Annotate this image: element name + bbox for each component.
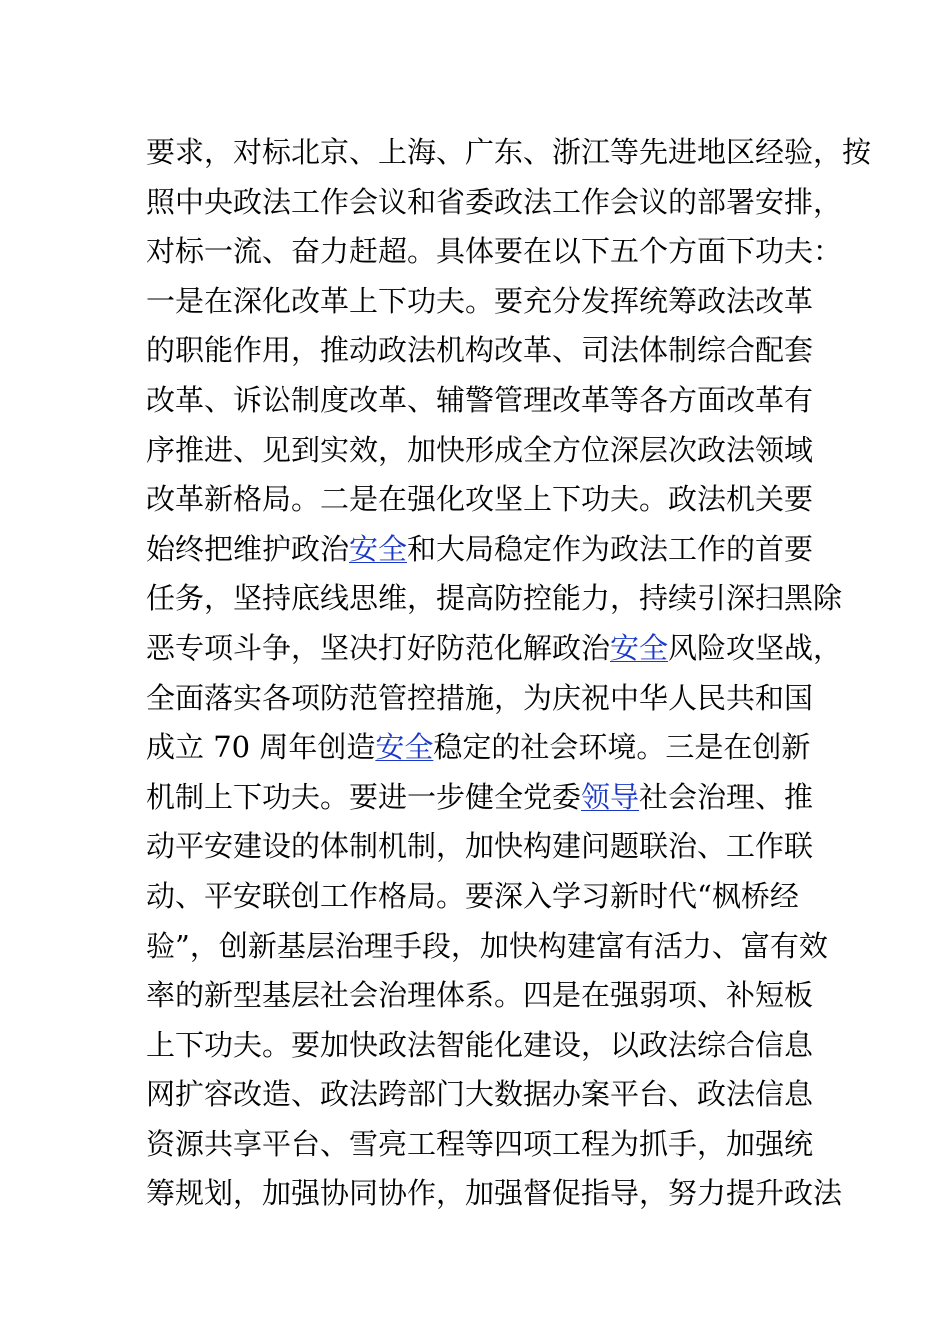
text-segment: 筹规划，加强协同协作，加强督促指导，努力提升政法 (146, 1176, 843, 1211)
inline-link[interactable]: 领导 (581, 779, 640, 814)
text-segment: 照中央政法工作会议和省委政法工作会议的部署安排， (146, 184, 843, 219)
text-line (146, 475, 826, 525)
text-segment: 资源共享平台、雪亮工程等四项工程为抓手，加强统 (146, 1126, 814, 1161)
text-line (146, 922, 826, 972)
text-segment: 要求，对标北京、上海、广东、浙江等先进地区经验，按 (146, 135, 872, 169)
text-segment: 和大局稳定作为政法工作的首要 (407, 531, 814, 566)
text-segment: 成立 70 周年创造 (146, 730, 376, 765)
text-segment: 率的新型基层社会治理体系。四是在强弱项、补短板 (146, 978, 814, 1013)
text-segment: 风险攻坚战， (668, 630, 843, 665)
text-line (146, 674, 826, 724)
text-line (146, 227, 843, 277)
text-line (146, 773, 826, 823)
text-line (146, 376, 826, 426)
text-line (146, 1120, 826, 1170)
text-segment: 机制上下功夫。要进一步健全党委 (146, 779, 582, 814)
text-line (146, 525, 826, 575)
text-segment: 任务，坚持底线思维，提高防控能力，持续引深扫黑除 (146, 581, 843, 616)
text-line (146, 426, 826, 476)
text-segment: 动平安建设的体制机制，加快构建问题联治、工作联 (146, 829, 814, 864)
text-segment: 一是在深化改革上下功夫。要充分发挥统筹政法改革 (146, 283, 814, 318)
text-segment: 社会治理、推 (639, 779, 814, 814)
body-text (146, 128, 872, 1219)
inline-link[interactable]: 安全 (375, 730, 434, 765)
text-line (146, 1070, 826, 1120)
text-segment: 的职能作用，推动政法机构改革、司法体制综合配套 (146, 333, 814, 368)
text-line (146, 178, 843, 228)
text-line (146, 723, 826, 773)
text-line (146, 971, 826, 1021)
text-segment: 改革、诉讼制度改革、辅警管理改革等各方面改革有 (146, 382, 814, 417)
text-line (146, 872, 826, 922)
text-line (146, 277, 826, 327)
text-segment: 全面落实各项防范管控措施，为庆祝中华人民共和国 (146, 680, 814, 715)
text-line (146, 1169, 843, 1219)
text-line (146, 326, 826, 376)
text-line (146, 624, 843, 674)
inline-link[interactable]: 安全 (610, 630, 669, 665)
text-segment: 稳定的社会环境。三是在创新 (433, 730, 811, 765)
text-line (146, 822, 826, 872)
text-segment: 恶专项斗争，坚决打好防范化解政治 (146, 630, 611, 665)
text-segment: 对标一流、奋力赶超。具体要在以下五个方面下功夫： (146, 234, 843, 269)
text-segment: 验”，创新基层治理手段，加快构建富有活力、富有效 (146, 928, 828, 963)
text-segment: 改革新格局。二是在强化攻坚上下功夫。政法机关要 (146, 482, 814, 517)
text-segment: 序推进、见到实效，加快形成全方位深层次政法领域 (146, 432, 814, 467)
text-segment: 始终把维护政治 (146, 531, 350, 566)
text-line (146, 1021, 826, 1071)
inline-link[interactable]: 安全 (349, 531, 408, 566)
text-line (146, 574, 843, 624)
text-segment: 网扩容改造、政法跨部门大数据办案平台、政法信息 (146, 1077, 814, 1112)
text-segment: 动、平安联创工作格局。要深入学习新时代“枫桥经 (146, 878, 799, 913)
text-segment: 上下功夫。要加快政法智能化建设，以政法综合信息 (146, 1027, 814, 1062)
text-line (146, 128, 872, 178)
